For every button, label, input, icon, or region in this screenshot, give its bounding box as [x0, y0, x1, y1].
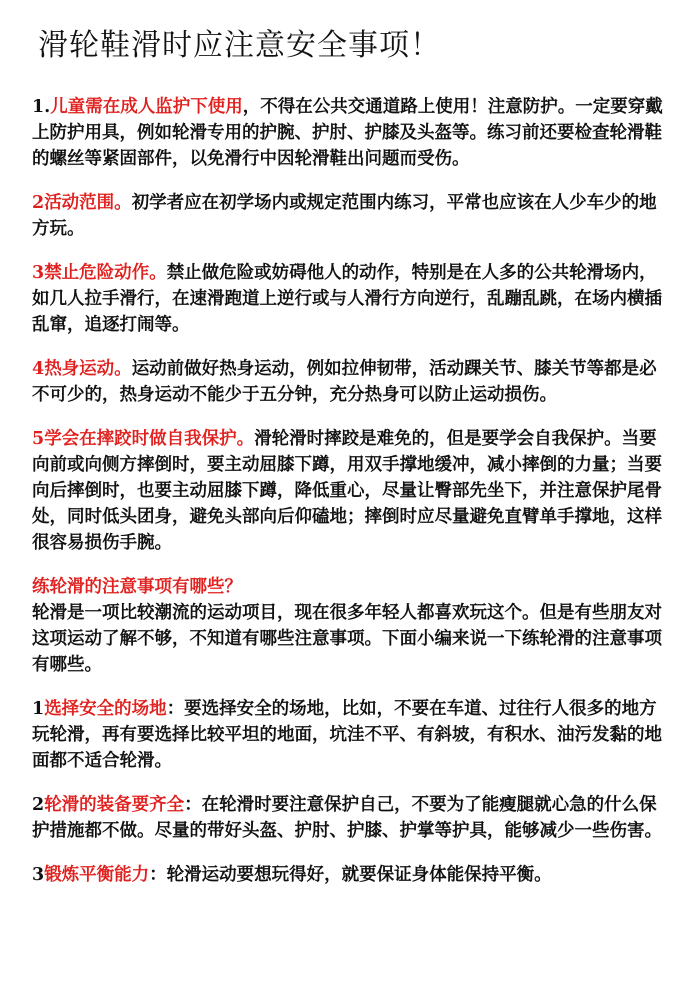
item-body: ：在轮滑时要注意保护自己，不要为了能瘦腿就心急的什么保护措施都不做。尽量的带好头盔、护肘、护膝、护掌等护具，能够减少一些伤害。: [32, 795, 662, 841]
item-number: 1.: [32, 97, 51, 117]
item-heading: 禁止危险动作。: [44, 263, 167, 283]
section2-heading: 练轮滑的注意事项有哪些？: [32, 577, 242, 597]
item-body: ：要选择安全的场地，比如，不要在车道、过往行人很多的地方玩轮滑，再有要选择比较平坦的地面，坑洼不平、有斜坡，有积水、油污发黏的地面都不适合轮滑。: [32, 699, 662, 771]
safety-item-2: [32, 190, 672, 242]
item-heading: 锻炼平衡能力: [44, 865, 150, 885]
item-heading: 选择安全的场地: [44, 699, 167, 719]
page-title: 滑轮鞋滑时应注意安全事项！: [38, 28, 441, 63]
item-body: 初学者应在初学场内或规定范围内练习，平常也应该在人少车少的地方玩。: [32, 193, 657, 239]
tips-item-1: [32, 696, 672, 774]
safety-item-4: [32, 356, 672, 408]
safety-item-1: [32, 94, 672, 172]
item-number: 3: [32, 263, 45, 283]
item-number: 5: [32, 429, 45, 449]
item-heading: 轮滑的装备要齐全: [44, 795, 185, 815]
item-body: 禁止做危险或妨碍他人的动作，特别是在人多的公共轮滑场内，如几人拉手滑行，在速滑跑道上逆行或与人滑行方向逆行，乱蹦乱跳，在场内横插乱窜，追逐打闹等。: [32, 263, 662, 335]
item-heading: 儿童需在成人监护下使用: [50, 97, 243, 117]
safety-item-5: [32, 426, 672, 556]
tips-item-2: [32, 792, 672, 844]
item-body: ：轮滑运动要想玩得好，就要保证身体能保持平衡。: [149, 865, 552, 885]
item-number: 1: [32, 699, 45, 719]
section2-intro: 轮滑是一项比较潮流的运动项目，现在很多年轻人都喜欢玩这个。但是有些朋友对这项运动了解不够，不知道有哪些注意事项。下面小编来说一下练轮滑的注意事项有哪些。: [32, 603, 662, 675]
section2-block: [32, 574, 672, 678]
safety-item-3: [32, 260, 672, 338]
item-body: 运动前做好热身运动，例如拉伸韧带，活动踝关节、膝关节等都是必不可少的，热身运动不能少于五分钟，充分热身可以防止运动损伤。: [32, 359, 657, 405]
item-heading: 活动范围。: [44, 193, 132, 213]
item-heading: 学会在摔跤时做自我保护。: [44, 429, 255, 449]
item-heading: 热身运动。: [44, 359, 132, 379]
item-number: 4: [32, 359, 45, 379]
item-body: 滑轮滑时摔跤是难免的，但是要学会自我保护。当要向前或向侧方摔倒时，要主动屈膝下蹲，用双手撑地缓冲，减小摔倒的力量；当要向后摔倒时，也要主动屈膝下蹲，降低重心，尽量让臀部先坐下，并注意保护尾骨处，同时低头团身，避免头部向后仰磕地；摔倒时应尽量避免直臂单手撑地，这样很容易损伤手腕。: [32, 429, 662, 553]
tips-item-3: [32, 862, 672, 888]
item-number: 3: [32, 865, 45, 885]
item-body: ，不得在公共交通道路上使用！注意防护。一定要穿戴上防护用具，例如轮滑专用的护腕、护肘、护膝及头盔等。练习前还要检查轮滑鞋的螺丝等紧固部件，以免滑行中因轮滑鞋出问题而受伤。: [32, 97, 663, 169]
item-number: 2: [32, 795, 45, 815]
item-number: 2: [32, 193, 45, 213]
